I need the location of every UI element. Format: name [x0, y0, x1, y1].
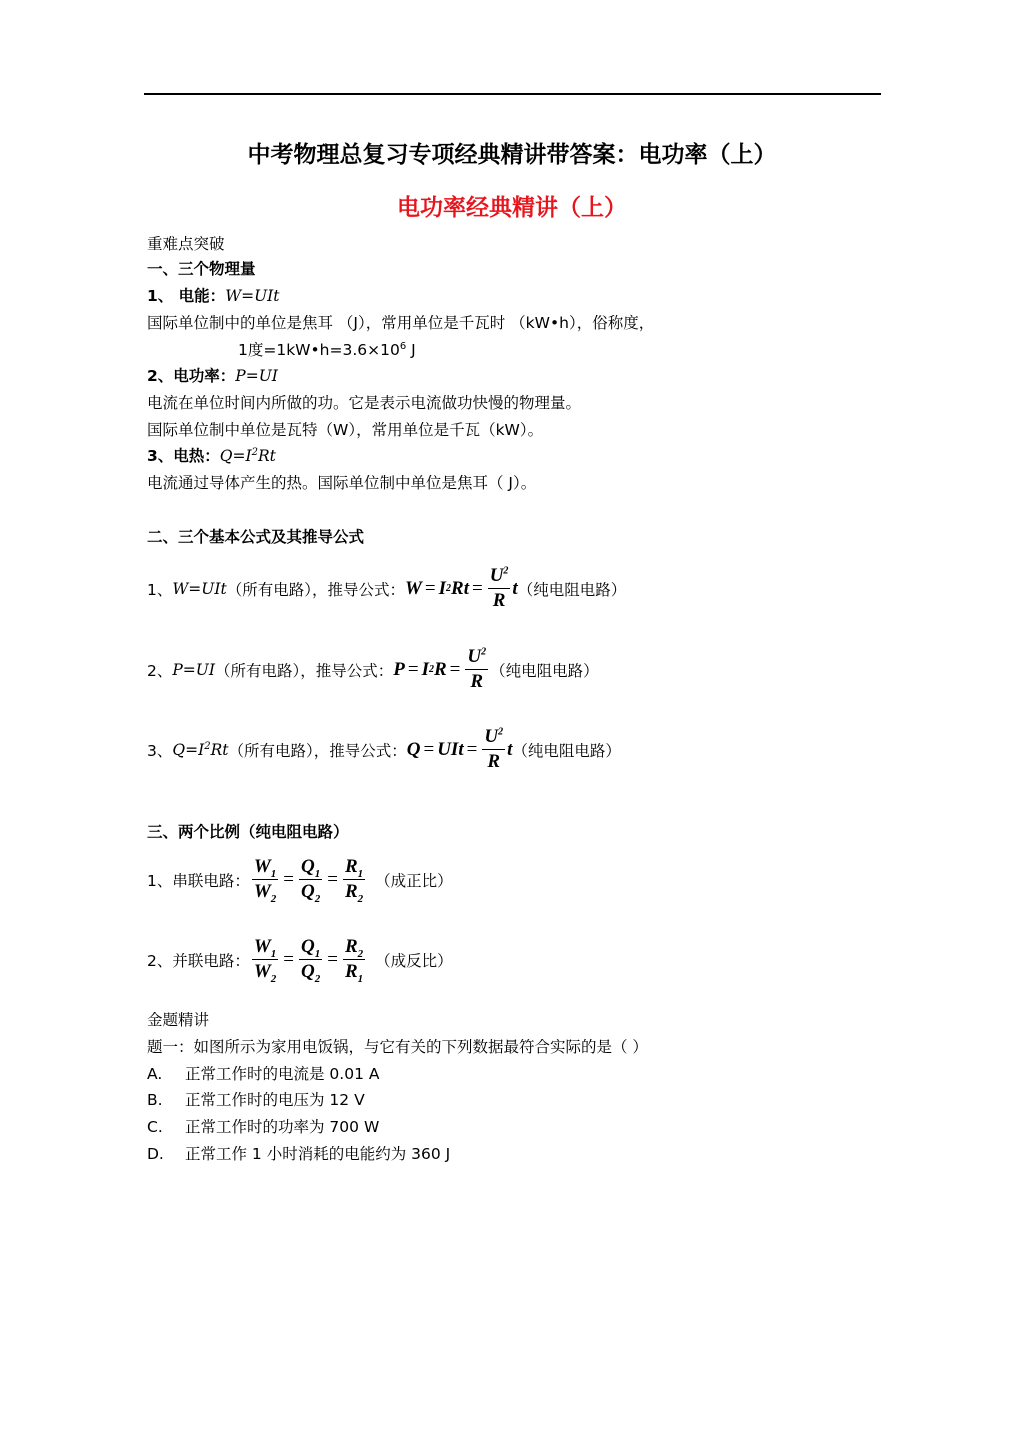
- question-1: 题一：如图所示为家用电饭锅，与它有关的下列数据最符合实际的是（ ）: [147, 1038, 648, 1056]
- formula-3-suffix: （纯电阻电路）: [512, 741, 621, 760]
- energy-line: [147, 286, 280, 306]
- document-subtitle: 电功率经典精讲（上）: [397, 194, 627, 221]
- section-2-heading: 二、三个基本公式及其推导公式: [147, 528, 365, 546]
- conversion-text: 1度=1kW•h=3.6×10: [238, 341, 400, 359]
- option-b: B. 正常工作时的电压为 12 V: [147, 1091, 365, 1109]
- energy-formula: W=UIt: [225, 287, 280, 305]
- power-formula: P=UI: [235, 367, 278, 385]
- ratio-row-parallel: [147, 936, 453, 985]
- formula-3-base: $Q=I^2Rt$: [172, 740, 229, 759]
- series-suffix: （成正比）: [375, 871, 453, 890]
- gold-heading: 金题精讲: [147, 1011, 210, 1029]
- parallel-label: 2、并联电路：: [147, 951, 250, 970]
- formula-2-mid: （所有电路），推导公式：: [214, 661, 394, 680]
- option-d: D. 正常工作 1 小时消耗的电能约为 360 J: [147, 1145, 451, 1163]
- energy-unit-text: 国际单位制中的单位是焦耳 （J），常用单位是千瓦时 （kW•h），俗称度，: [147, 314, 655, 332]
- formula-3-mid: （所有电路），推导公式：: [228, 741, 407, 760]
- ratio-row-series: [147, 856, 453, 905]
- power-definition: 电流在单位时间内所做的功。它是表示电流做功快慢的物理量。: [147, 394, 582, 412]
- heat-line: [147, 446, 276, 466]
- formula-3-index: 3、: [147, 741, 173, 760]
- energy-label: 1、 电能：: [147, 287, 226, 305]
- conversion-unit: J: [406, 341, 416, 359]
- formula-row-2: [147, 647, 599, 692]
- option-a: A. 正常工作时的电流是 0.01 A: [147, 1065, 380, 1083]
- formula-1-mid: （所有电路），推导公式：: [226, 580, 405, 599]
- formula-row-1: [147, 566, 626, 611]
- heat-definition: 电流通过导体产生的热。国际单位制中单位是焦耳（ J）。: [147, 474, 537, 492]
- series-ratio: $\frac{W_1}{W_2}$ = $\frac{Q_1}{Q_2}$ = $\frac{R_1}{R_2}$: [253, 856, 364, 905]
- option-c: C. 正常工作时的功率为 700 W: [147, 1118, 380, 1136]
- formula-2-index: 2、: [147, 661, 173, 680]
- formula-3-derived: Q = UIt = $\frac{U^2}{R}$ t: [406, 726, 513, 772]
- formula-1-derived: W = I 2 Rt = $\frac{U^2}{R}$ t: [404, 565, 518, 611]
- formula-1-base: W=UIt: [172, 579, 227, 598]
- section-key-label: 重难点突破: [147, 235, 225, 253]
- power-label: 2、电功率：: [147, 367, 236, 385]
- formula-1-suffix: （纯电阻电路）: [517, 580, 627, 599]
- section-1-heading: 一、三个物理量: [147, 260, 256, 278]
- formula-2-base: P=UI: [172, 660, 215, 679]
- parallel-ratio: $\frac{W_1}{W_2}$ = $\frac{Q_1}{Q_2}$ = $\frac{R_2}{R_1}$: [253, 936, 364, 985]
- formula-2-suffix: （纯电阻电路）: [490, 661, 599, 680]
- formula-row-3: [147, 727, 621, 772]
- document-title: 中考物理总复习专项经典精讲带答案：电功率（上）: [247, 141, 777, 168]
- heat-label: 3、电热：: [147, 447, 220, 465]
- energy-conversion: [238, 340, 416, 360]
- formula-1-index: 1、: [147, 580, 173, 599]
- header-rule: [144, 93, 881, 95]
- parallel-suffix: （成反比）: [375, 951, 453, 970]
- section-3-heading: 三、两个比例（纯电阻电路）: [147, 823, 349, 841]
- series-label: 1、串联电路：: [147, 871, 250, 890]
- heat-formula: $Q=I^2Rt$: [219, 446, 276, 465]
- conversion-exponent: 6: [399, 340, 407, 352]
- power-units: 国际单位制中单位是瓦特（W），常用单位是千瓦（kW）。: [147, 421, 544, 439]
- power-line: [147, 366, 278, 386]
- formula-2-derived: P = I 2 R = $\frac{U^2}{R}$: [393, 646, 487, 692]
